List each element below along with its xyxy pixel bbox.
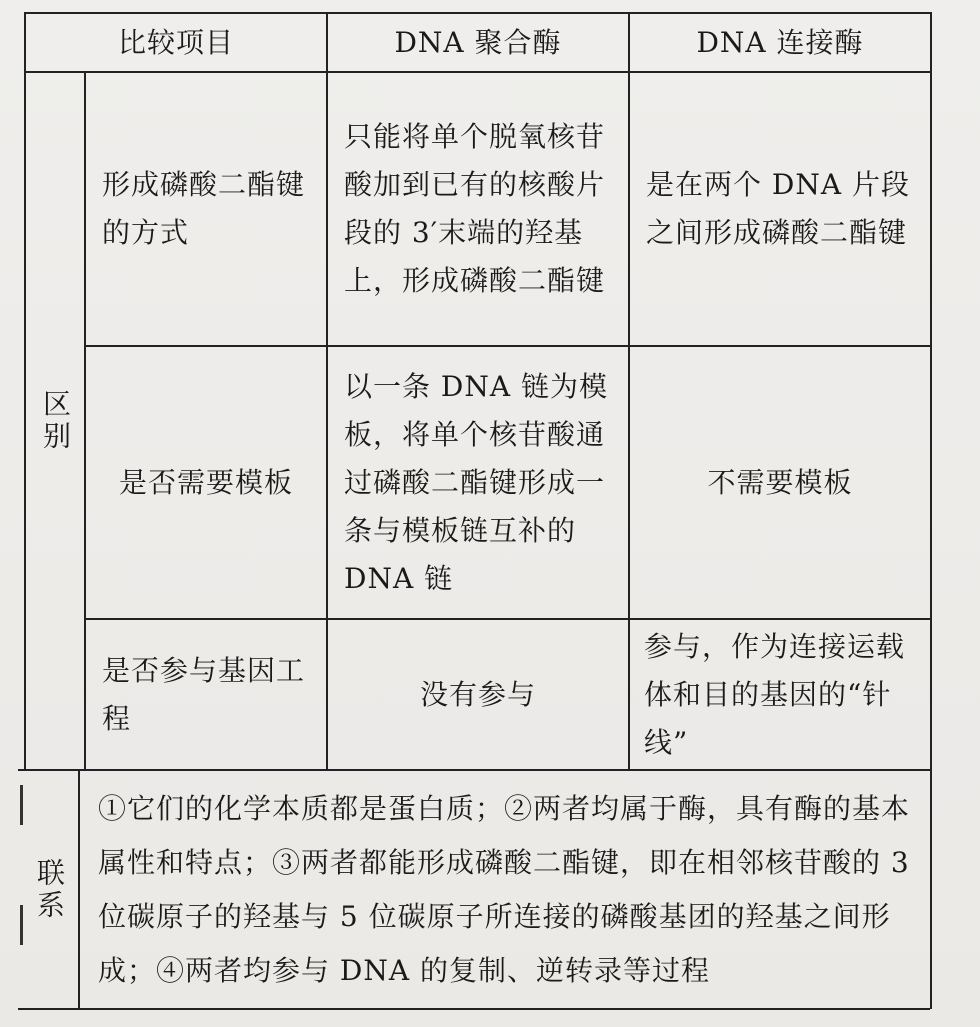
- difference-group-label: [26, 73, 84, 769]
- rule-right: [930, 12, 932, 1009]
- row1-polymerase: 只能将单个脱氧核苷酸加到已有的核酸片段的 3′末端的羟基上，形成磷酸二酯键: [344, 120, 606, 297]
- row1-item: 形成磷酸二酯键的方式: [102, 168, 306, 249]
- row3-item: 是否参与基因工程: [102, 653, 306, 735]
- relation-label-text: 联系: [33, 857, 66, 922]
- relation-label: [20, 771, 78, 1008]
- difference-group-text: 区别: [39, 389, 72, 453]
- row2-polymerase: 以一条 DNA 链为模板，将单个核苷酸通过磷酸二酯键形成一条与模板链互补的 DNA 链: [344, 369, 608, 595]
- row3-ligase: 参与，作为连接运载体和目的基因的“针线”: [644, 629, 906, 759]
- row2-ligase: 不需要模板: [707, 465, 853, 499]
- header-dna-polymerase: DNA 聚合酶: [394, 25, 562, 59]
- relation-text: ①它们的化学本质都是蛋白质；②两者均属于酶，具有酶的基本属性和特点；③两者都能形成磷酸二酯键，即在相邻核苷酸的 3 位碳原子的羟基与 5 位碳原子所连接的磷酸基团的羟基之间形成；④两者均参与 DNA 的复制、逆转录等过程: [98, 791, 911, 987]
- header-dna-ligase: DNA 连接酶: [696, 25, 864, 59]
- row1-ligase: 是在两个 DNA 片段之间形成磷酸二酯键: [646, 168, 910, 249]
- rule-relation-divider: [78, 769, 80, 1009]
- row2-item: 是否需要模板: [118, 465, 293, 499]
- header-compare-item: 比较项目: [117, 25, 234, 59]
- row3-polymerase: 没有参与: [419, 677, 536, 711]
- rule-bottom: [18, 1008, 930, 1010]
